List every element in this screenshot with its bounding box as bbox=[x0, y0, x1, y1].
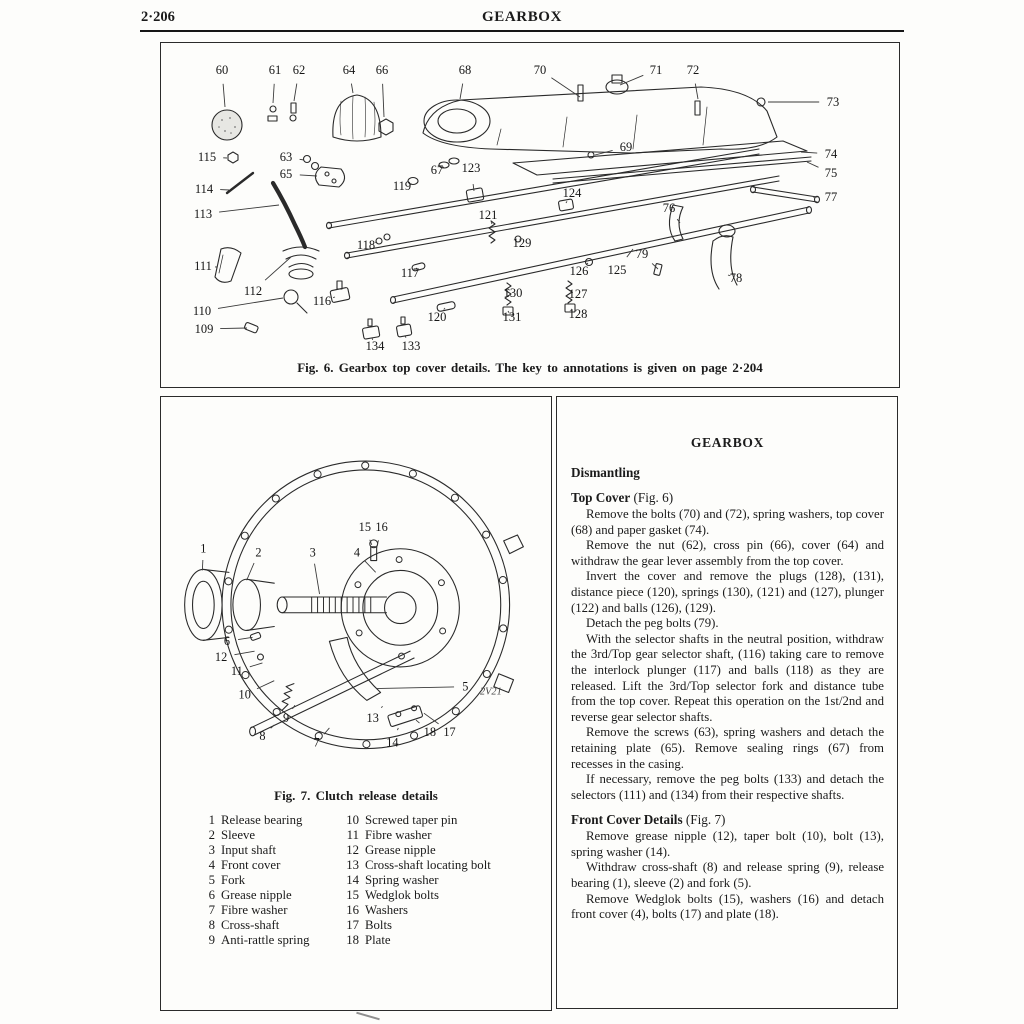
part-row-14 bbox=[343, 873, 529, 888]
callout-119: 119 bbox=[392, 179, 412, 193]
part-number: 4 bbox=[208, 858, 215, 872]
leader-72 bbox=[695, 84, 698, 99]
callout-6: 6 bbox=[223, 634, 231, 649]
callout-4: 4 bbox=[353, 545, 361, 560]
callout-133: 133 bbox=[401, 339, 421, 353]
input-shaft bbox=[277, 597, 386, 613]
callout-109: 109 bbox=[194, 322, 214, 336]
leader-65 bbox=[300, 175, 317, 176]
part-name: Sleeve bbox=[221, 828, 256, 842]
leader-11 bbox=[250, 663, 263, 667]
leader-64 bbox=[351, 84, 353, 93]
leader-60 bbox=[223, 84, 225, 107]
callout-120: 120 bbox=[427, 310, 447, 324]
leader-109 bbox=[220, 328, 247, 329]
anti-rattle-spring bbox=[282, 684, 294, 711]
part-number: 13 bbox=[346, 858, 359, 872]
callout-112: 112 bbox=[243, 284, 263, 298]
part-row-15 bbox=[343, 888, 529, 903]
figure-7-panel bbox=[160, 396, 552, 1011]
callout-1: 1 bbox=[200, 541, 207, 556]
callout-65: 65 bbox=[279, 167, 293, 181]
callout-123: 123 bbox=[461, 161, 481, 175]
callout-124: 124 bbox=[562, 186, 582, 200]
part-name: Grease nipple bbox=[221, 888, 292, 902]
part-row-2 bbox=[199, 828, 343, 843]
part-name: Input shaft bbox=[221, 843, 277, 857]
part-row-9 bbox=[199, 933, 343, 948]
part-row-3 bbox=[199, 843, 343, 858]
fig6-callouts bbox=[193, 63, 839, 353]
part-name: Fibre washer bbox=[365, 828, 432, 842]
part-row-5 bbox=[199, 873, 343, 888]
clutch-housing bbox=[222, 461, 523, 749]
part-number: 18 bbox=[346, 933, 359, 947]
part-name: Fork bbox=[221, 873, 246, 887]
article-title: GEARBOX bbox=[690, 435, 765, 450]
callout-130: 130 bbox=[503, 286, 523, 300]
callout-79: 79 bbox=[635, 247, 649, 261]
leader-6 bbox=[238, 637, 252, 639]
paragraph: Withdraw cross-shaft (8) and release spring (9), release bearing (1), sleeve (2) and fork (5). bbox=[571, 860, 884, 891]
callout-16: 16 bbox=[375, 520, 388, 535]
part-number: 7 bbox=[208, 903, 215, 917]
part-name: Anti-rattle spring bbox=[221, 933, 310, 947]
page-number: 2·206 bbox=[141, 9, 175, 25]
callout-134: 134 bbox=[365, 339, 385, 353]
header-rule bbox=[140, 30, 904, 32]
callout-60: 60 bbox=[215, 63, 229, 77]
part-name: Bolts bbox=[365, 918, 393, 932]
part-name: Plate bbox=[365, 933, 391, 947]
leader-4 bbox=[365, 561, 376, 573]
part-row-4 bbox=[199, 858, 343, 873]
part-number: 14 bbox=[346, 873, 359, 887]
part-row-17 bbox=[343, 918, 529, 933]
callout-111: 111 bbox=[194, 259, 212, 273]
callout-121: 121 bbox=[478, 208, 498, 222]
page-header-title: GEARBOX bbox=[481, 9, 563, 25]
callout-66: 66 bbox=[375, 63, 389, 77]
part-row-11 bbox=[343, 828, 529, 843]
leader-118 bbox=[375, 242, 377, 243]
part-row-18 bbox=[343, 933, 529, 948]
leader-125 bbox=[627, 249, 633, 257]
fig7-artwork bbox=[185, 461, 524, 749]
callout-17: 17 bbox=[443, 724, 456, 739]
part-number: 11 bbox=[346, 828, 359, 842]
callout-126: 126 bbox=[569, 264, 589, 278]
scan-artifact bbox=[356, 1012, 380, 1021]
bottom-plate bbox=[387, 705, 422, 727]
callout-113: 113 bbox=[193, 207, 213, 221]
part-name: Cross-shaft locating bolt bbox=[365, 858, 491, 872]
callout-73: 73 bbox=[826, 95, 840, 109]
part-number: 9 bbox=[208, 933, 215, 947]
leader-7 bbox=[324, 728, 329, 734]
callout-78: 78 bbox=[729, 271, 743, 285]
subsection-heading-0: Top Cover (Fig. 6) bbox=[571, 490, 674, 505]
paragraph: Detach the peg bolts (79). bbox=[586, 616, 719, 631]
leader-2 bbox=[247, 563, 254, 580]
part-number: 1 bbox=[208, 813, 215, 827]
callout-115: 115 bbox=[197, 150, 217, 164]
callout-128: 128 bbox=[568, 307, 588, 321]
callout-8: 8 bbox=[259, 728, 266, 743]
callout-9: 9 bbox=[282, 711, 290, 726]
callout-18: 18 bbox=[423, 724, 436, 739]
callout-63: 63 bbox=[279, 150, 293, 164]
callout-72: 72 bbox=[686, 63, 700, 77]
paragraph: Remove the bolts (70) and (72), spring washers, top cover (68) and paper gasket (74). bbox=[571, 507, 884, 537]
leader-66 bbox=[383, 84, 384, 117]
paragraph: Remove Wedglok bolts (15), washers (16) and detach front cover (4), bolts (17) and plate (18). bbox=[571, 891, 884, 922]
leader-18 bbox=[416, 720, 419, 723]
callout-11: 11 bbox=[230, 663, 243, 678]
part-name: Washers bbox=[365, 903, 409, 917]
callout-15: 15 bbox=[358, 520, 371, 535]
part-number: 6 bbox=[208, 888, 215, 902]
paragraph: Remove the screws (63), spring washers and detach the retaining plate (65). Remove sealing rings (67) from recesses in the casing. bbox=[571, 725, 884, 771]
callout-62: 62 bbox=[292, 63, 306, 77]
callout-70: 70 bbox=[533, 63, 547, 77]
selector-fork-111 bbox=[215, 248, 241, 283]
callout-131: 131 bbox=[502, 310, 522, 324]
leader-5 bbox=[377, 687, 454, 689]
figure-7-diagram bbox=[161, 403, 548, 789]
gasket-and-plate bbox=[513, 141, 811, 183]
part-name: Release bearing bbox=[221, 813, 303, 827]
lever-cover-dome bbox=[333, 95, 381, 141]
callout-14: 14 bbox=[386, 735, 399, 750]
callout-76: 76 bbox=[662, 201, 676, 215]
part-number: 5 bbox=[208, 873, 215, 887]
callout-3: 3 bbox=[309, 545, 316, 560]
article-panel bbox=[556, 396, 898, 1009]
callout-77: 77 bbox=[824, 190, 838, 204]
part-name: Screwed taper pin bbox=[365, 813, 458, 827]
paragraph: Remove grease nipple (12), taper bolt (10), bolt (13), spring washer (14). bbox=[571, 829, 884, 859]
figure-6-panel bbox=[160, 42, 900, 388]
top-cover bbox=[423, 87, 777, 153]
leader-121 bbox=[491, 222, 492, 224]
figure-6-diagram bbox=[161, 45, 897, 353]
callout-114: 114 bbox=[194, 182, 214, 196]
leader-68 bbox=[460, 84, 463, 99]
part-row-16 bbox=[343, 903, 529, 918]
rod-77 bbox=[751, 186, 820, 202]
leader-116 bbox=[333, 297, 335, 298]
callout-118: 118 bbox=[356, 238, 376, 252]
leader-13 bbox=[381, 706, 382, 707]
sleeve bbox=[233, 579, 274, 630]
part-number: 3 bbox=[208, 843, 215, 857]
part-number: 15 bbox=[346, 888, 359, 902]
part-row-6 bbox=[199, 888, 343, 903]
paragraph: Invert the cover and remove the plugs (128), (131), distance piece (120), springs (130), (121) and (127), plunger (122) and balls (126), (129). bbox=[571, 569, 884, 615]
callout-61: 61 bbox=[268, 63, 282, 77]
part-name: Spring washer bbox=[365, 873, 439, 887]
callout-74: 74 bbox=[824, 147, 838, 161]
callout-129: 129 bbox=[512, 236, 532, 250]
release-bearing bbox=[185, 569, 229, 640]
lever-small-parts bbox=[228, 103, 393, 163]
fig7-callouts bbox=[200, 520, 502, 750]
callout-75: 75 bbox=[824, 166, 838, 180]
part-number: 17 bbox=[346, 918, 359, 932]
leader-62 bbox=[294, 84, 297, 101]
leader-3 bbox=[315, 564, 320, 594]
part-row-10 bbox=[343, 813, 529, 828]
leader-113 bbox=[219, 205, 279, 212]
callout-68: 68 bbox=[458, 63, 472, 77]
part-number: 2 bbox=[208, 828, 215, 842]
callout-69: 69 bbox=[619, 140, 633, 154]
part-row-13 bbox=[343, 858, 529, 873]
figure-7-caption: Fig. 7. Clutch release details bbox=[274, 788, 438, 803]
callout-13: 13 bbox=[366, 711, 379, 726]
part-number: 8 bbox=[208, 918, 215, 932]
article-sections bbox=[571, 490, 884, 923]
leader-14 bbox=[397, 728, 398, 730]
part-row-8 bbox=[199, 918, 343, 933]
leader-123 bbox=[473, 184, 474, 191]
grease-nipple bbox=[250, 632, 264, 660]
paragraph: If necessary, remove the peg bolts (133) and detach the selectors (111) and (134) from their respective shafts. bbox=[571, 772, 884, 802]
callout-7: 7 bbox=[313, 735, 320, 750]
parts-column-left bbox=[199, 813, 343, 948]
leader-112 bbox=[265, 257, 291, 280]
callout-116: 116 bbox=[312, 294, 332, 308]
callout-67: 67 bbox=[430, 163, 444, 177]
part-name: Front cover bbox=[221, 858, 281, 872]
callout-2: 2 bbox=[255, 545, 262, 560]
part-number: 12 bbox=[346, 843, 359, 857]
callout-125: 125 bbox=[607, 263, 627, 277]
paragraph: Remove the nut (62), cross pin (66), cover (64) and withdraw the gear lever assembly from the top cover. bbox=[571, 538, 884, 568]
callout-117: 117 bbox=[400, 266, 420, 280]
leader-124 bbox=[566, 201, 567, 203]
leader-61 bbox=[273, 84, 274, 103]
part-name: Cross-shaft bbox=[221, 918, 280, 932]
part-name: Fibre washer bbox=[221, 903, 288, 917]
part-row-1 bbox=[199, 813, 343, 828]
callout-64: 64 bbox=[342, 63, 356, 77]
cover-bolts bbox=[578, 75, 765, 115]
callout-12: 12 bbox=[214, 649, 228, 664]
callout-127: 127 bbox=[568, 287, 588, 301]
figure-6-caption: Fig. 6. Gearbox top cover details. The key to annotations is given on page 2·204 bbox=[297, 360, 763, 375]
section-heading: Dismantling bbox=[571, 465, 640, 480]
leader-71 bbox=[620, 75, 643, 85]
leader-75 bbox=[807, 162, 819, 167]
shaft-forks bbox=[669, 205, 737, 289]
part-number: 10 bbox=[346, 813, 359, 827]
part-row-12 bbox=[343, 843, 529, 858]
callout-5: 5 bbox=[462, 679, 469, 694]
part-name: Wedglok bolts bbox=[365, 888, 439, 902]
drawing-ref: 2V21 bbox=[479, 686, 502, 698]
leader-10 bbox=[257, 681, 274, 689]
callout-71: 71 bbox=[649, 63, 663, 77]
paragraph: With the selector shafts in the neutral position, withdraw the 3rd/Top gear selector shaft, (116) taking care to remove the interlock plunger (117) and balls (118) as they are released. Lift the 3rd/Top selector fork and distance tube from the top cover. Repeat this operation on the 1st/2nd and reverse gear selector shafts. bbox=[571, 631, 884, 724]
leader-110 bbox=[218, 298, 283, 308]
callout-110: 110 bbox=[192, 304, 212, 318]
leader-12 bbox=[234, 651, 254, 655]
parts-column-right bbox=[343, 813, 529, 948]
retaining-plate bbox=[304, 156, 345, 188]
callout-10: 10 bbox=[238, 687, 251, 702]
fig7-parts-key bbox=[199, 813, 529, 948]
gear-knob bbox=[212, 110, 242, 140]
part-number: 16 bbox=[346, 903, 359, 917]
part-name: Grease nipple bbox=[365, 843, 436, 857]
subsection-heading-1: Front Cover Details (Fig. 7) bbox=[571, 812, 726, 828]
fig7-bolt-holes bbox=[225, 462, 507, 748]
part-row-7 bbox=[199, 903, 343, 918]
leader-74 bbox=[801, 152, 817, 153]
